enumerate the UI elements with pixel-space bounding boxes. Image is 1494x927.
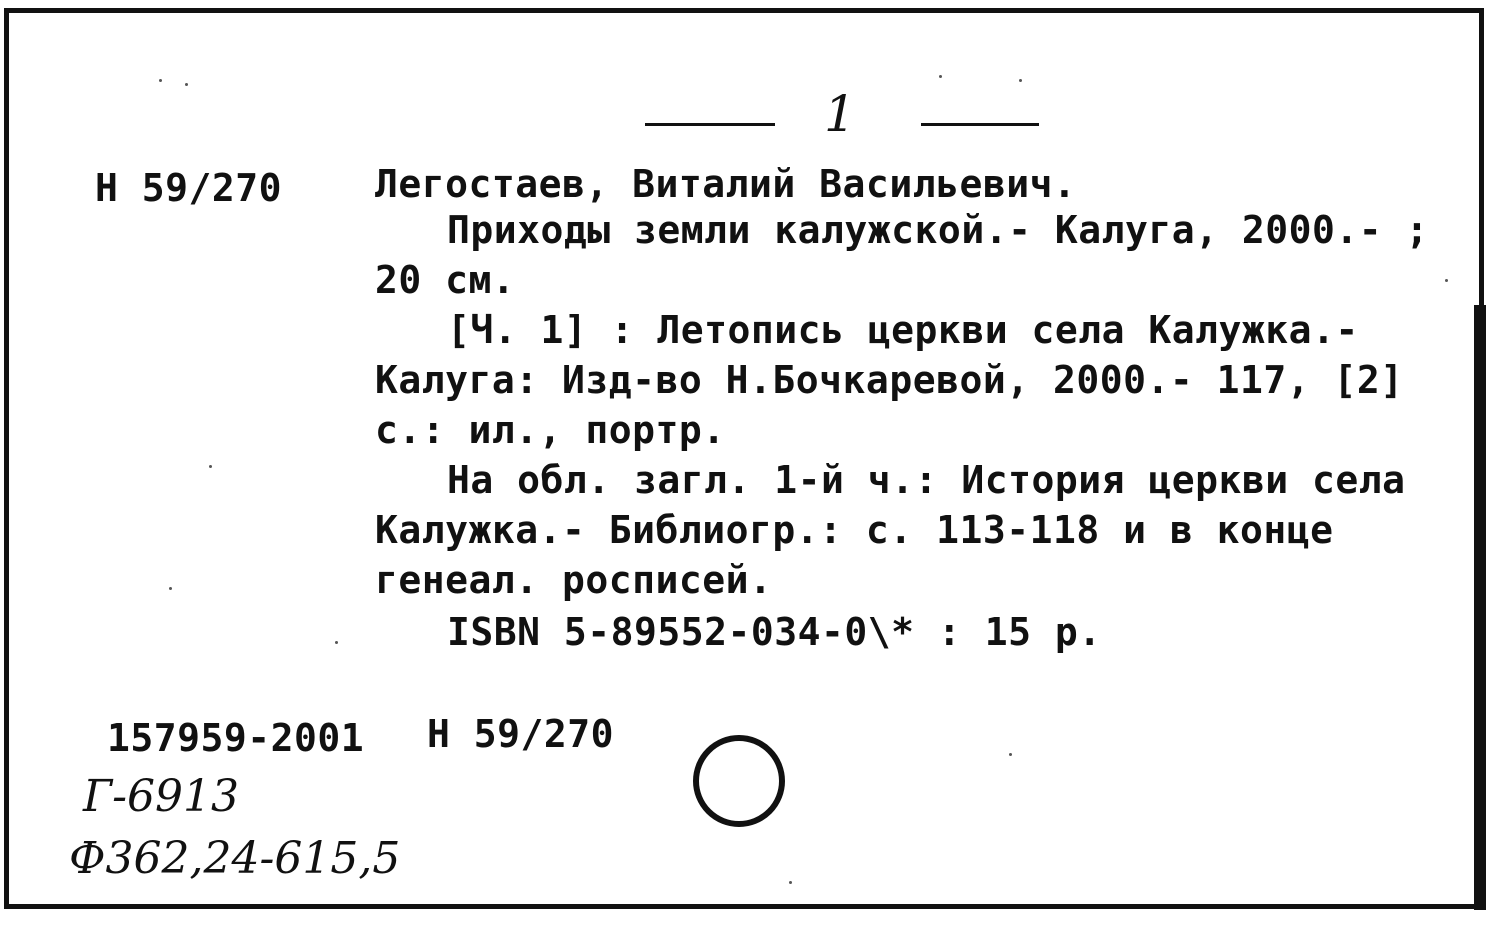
header-rule-left [645,123,775,126]
handwritten-classification: Ф362,24-615,5 [69,833,401,884]
speck [169,587,172,590]
inventory-number: 157959-2001 [107,716,365,760]
speck [1019,79,1022,82]
genealogy-line: генеал. росписей. [375,558,773,602]
speck [1009,753,1012,756]
right-edge-shadow [1474,305,1486,910]
circle-mark [693,735,785,827]
publisher-line: Калуга: Изд-во Н.Бочкаревой, 2000.- 117, [2] [375,358,1404,402]
speck [209,465,212,468]
shelf-mark: Н 59/270 [95,166,283,210]
cover-title-line: На обл. загл. 1-й ч.: История церкви села [447,458,1406,502]
speck [159,79,162,82]
catalog-card [4,8,1484,909]
volume-title-line: [Ч. 1] : Летопись церкви села Калужка.- [447,308,1359,352]
speck [939,75,942,78]
header-rule-right [921,123,1039,126]
speck [1445,279,1448,282]
speck [789,881,792,884]
dimensions-line: 20 см. [375,258,516,302]
illustrations-line: с.: ил., портр. [375,408,726,452]
bibliography-line: Калужка.- Библиогр.: с. 113-118 и в конце [375,508,1334,552]
speck [185,83,188,86]
card-number: 1 [824,85,856,143]
speck [335,641,338,644]
inventory-shelf-mark: Н 59/270 [427,712,615,756]
title-line: Приходы земли калужской.- Калуга, 2000.- ; [447,208,1429,252]
handwritten-accession: Г-6913 [83,771,239,822]
author-heading: Легостаев, Виталий Васильевич. [375,162,1077,206]
isbn-line: ISBN 5-89552-034-0\* : 15 р. [447,610,1102,654]
